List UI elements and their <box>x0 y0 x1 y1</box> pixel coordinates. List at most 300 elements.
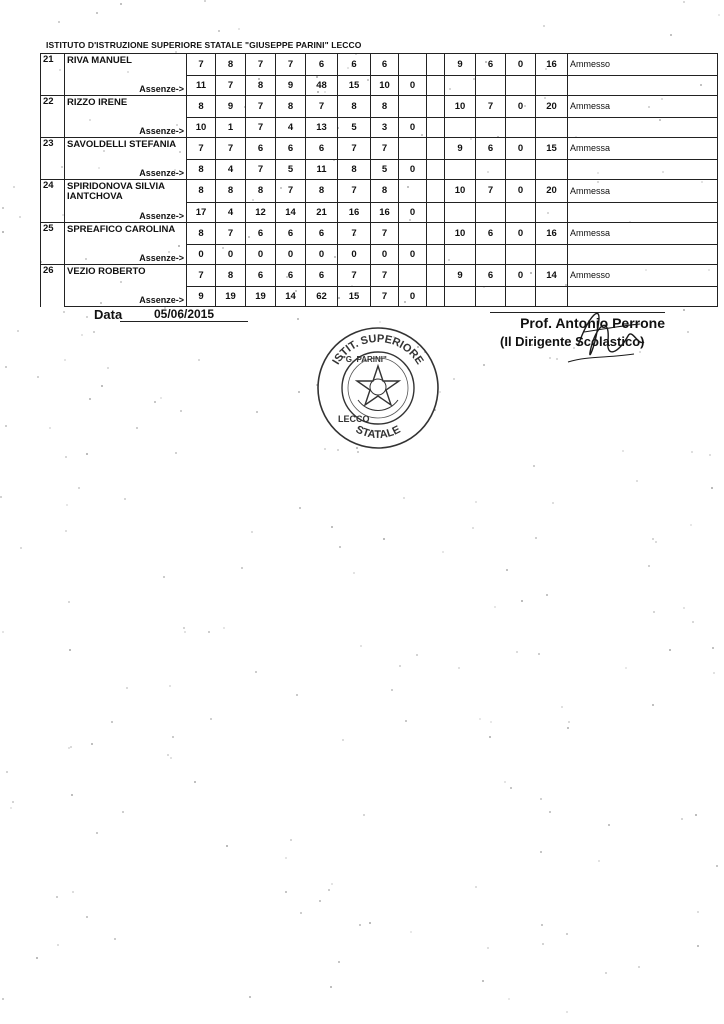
scan-speck <box>93 331 95 333</box>
grade-cell: 7 <box>371 138 399 160</box>
grade-cell: 8 <box>338 96 371 118</box>
student-name: RIZZO IRENE <box>65 96 187 118</box>
scan-speck <box>2 631 4 633</box>
absence-cell: 0 <box>246 244 276 265</box>
scan-speck <box>36 957 38 959</box>
scan-speck <box>256 411 258 413</box>
scan-speck <box>251 531 253 533</box>
scan-speck <box>691 451 693 453</box>
score-cell: 0 <box>506 265 536 287</box>
scan-speck <box>709 454 711 456</box>
student-row <box>41 265 718 287</box>
scan-speck <box>692 621 694 623</box>
student-number: 23 <box>41 138 65 160</box>
scan-speck <box>2 207 4 209</box>
grade-cell: 6 <box>276 265 306 287</box>
scan-speck <box>598 860 600 862</box>
seal-text-left: "G. PARINI" <box>342 355 387 364</box>
scan-speck <box>541 924 543 926</box>
scan-speck <box>10 807 12 809</box>
scan-speck <box>6 771 8 773</box>
empty-outcome-cell <box>568 75 718 96</box>
grade-cell: 6 <box>306 223 338 245</box>
outcome-cell: Ammessa <box>568 138 718 160</box>
empty-cell <box>536 117 568 138</box>
scan-speck <box>475 886 477 888</box>
student-row <box>41 138 718 160</box>
absence-cell: 16 <box>338 202 371 223</box>
scan-speck <box>681 818 683 820</box>
spacer-cell <box>427 159 445 180</box>
scan-speck <box>540 851 542 853</box>
empty-outcome-cell <box>568 159 718 180</box>
scan-speck <box>204 0 206 2</box>
grade-cell: 8 <box>187 96 216 118</box>
empty-cell <box>476 159 506 180</box>
scan-speck <box>549 811 551 813</box>
spacer-cell <box>427 202 445 223</box>
absence-cell: 5 <box>371 159 399 180</box>
scan-speck <box>506 569 508 571</box>
grade-cell <box>399 96 427 118</box>
scan-speck <box>670 34 672 36</box>
absence-cell: 0 <box>276 244 306 265</box>
absences-row <box>41 117 718 138</box>
grade-cell: 6 <box>246 265 276 287</box>
absence-cell: 12 <box>246 202 276 223</box>
absences-label: Assenze-> <box>65 117 187 138</box>
scan-speck <box>13 186 15 188</box>
absences-label: Assenze-> <box>65 75 187 96</box>
score-cell: 10 <box>445 96 476 118</box>
empty-outcome-cell <box>568 117 718 138</box>
scan-speck <box>328 889 330 891</box>
absence-cell: 0 <box>187 244 216 265</box>
empty-cell <box>506 117 536 138</box>
absence-cell: 15 <box>338 75 371 96</box>
absence-cell: 7 <box>246 117 276 138</box>
scan-speck <box>126 687 128 689</box>
student-name: SPIRIDONOVA SILVIA IANTCHOVA <box>65 180 187 203</box>
scan-speck <box>482 980 484 982</box>
scan-speck <box>70 746 72 748</box>
score-cell: 6 <box>476 223 506 245</box>
grades-table <box>40 53 718 307</box>
grade-cell: 8 <box>246 180 276 203</box>
grade-cell: 7 <box>187 265 216 287</box>
scan-speck <box>68 601 70 603</box>
outcome-cell: Ammesso <box>568 265 718 287</box>
number-spacer <box>41 159 65 180</box>
scan-speck <box>652 538 654 540</box>
score-cell: 0 <box>506 96 536 118</box>
scan-speck <box>96 12 98 14</box>
absence-cell: 4 <box>216 202 246 223</box>
absences-label: Assenze-> <box>65 244 187 265</box>
student-name: VEZIO ROBERTO <box>65 265 187 287</box>
absence-cell: 0 <box>371 244 399 265</box>
score-cell: 0 <box>506 54 536 76</box>
student-name: RIVA MANUEL <box>65 54 187 76</box>
empty-cell <box>445 117 476 138</box>
absence-cell: 3 <box>371 117 399 138</box>
scan-speck <box>625 667 627 669</box>
absence-cell: 8 <box>338 159 371 180</box>
score-cell: 6 <box>476 265 506 287</box>
grade-cell: 6 <box>276 138 306 160</box>
grade-cell: 6 <box>338 54 371 76</box>
scan-speck <box>697 945 699 947</box>
scan-speck <box>391 689 393 691</box>
grade-cell: 7 <box>246 96 276 118</box>
score-cell: 10 <box>445 223 476 245</box>
absences-label: Assenze-> <box>65 286 187 307</box>
empty-cell <box>506 286 536 307</box>
absence-cell: 62 <box>306 286 338 307</box>
scan-speck <box>479 718 481 720</box>
scan-speck <box>208 631 210 633</box>
absence-cell: 0 <box>399 244 427 265</box>
scan-speck <box>17 330 19 332</box>
spacer-cell <box>427 244 445 265</box>
absence-cell: 4 <box>276 117 306 138</box>
scan-speck <box>65 456 67 458</box>
date-value: 05/06/2015 <box>120 307 248 322</box>
student-row <box>41 223 718 245</box>
grade-cell: 7 <box>187 54 216 76</box>
scan-speck <box>136 427 138 429</box>
score-cell: 16 <box>536 54 568 76</box>
scan-speck <box>403 497 405 499</box>
absence-cell: 0 <box>399 117 427 138</box>
score-cell: 0 <box>506 138 536 160</box>
grade-cell: 6 <box>276 223 306 245</box>
scan-speck <box>20 547 22 549</box>
absence-cell: 19 <box>216 286 246 307</box>
scan-speck <box>5 366 7 368</box>
grade-cell: 6 <box>246 138 276 160</box>
scan-speck <box>238 28 240 30</box>
scan-speck <box>566 933 568 935</box>
scan-speck <box>184 631 186 633</box>
spacer-cell <box>427 286 445 307</box>
grade-cell: 7 <box>338 138 371 160</box>
scan-speck <box>543 25 545 27</box>
grade-cell <box>399 180 427 203</box>
absence-cell: 13 <box>306 117 338 138</box>
grade-cell: 8 <box>371 180 399 203</box>
scan-speck <box>552 502 554 504</box>
empty-cell <box>476 75 506 96</box>
scan-speck <box>521 600 523 602</box>
scan-speck <box>713 672 715 674</box>
scan-speck <box>101 385 103 387</box>
scan-speck <box>198 359 200 361</box>
student-number: 22 <box>41 96 65 118</box>
scan-speck <box>342 739 344 741</box>
scan-speck <box>690 524 692 526</box>
scan-speck <box>636 480 638 482</box>
number-spacer <box>41 244 65 265</box>
scan-speck <box>508 998 510 1000</box>
scan-speck <box>489 736 491 738</box>
scan-speck <box>175 452 177 454</box>
grade-cell: 6 <box>306 54 338 76</box>
absence-cell: 15 <box>338 286 371 307</box>
scan-speck <box>453 378 455 380</box>
scan-speck <box>296 694 298 696</box>
scan-speck <box>12 801 14 803</box>
absence-cell: 48 <box>306 75 338 96</box>
scan-speck <box>49 427 51 429</box>
scan-speck <box>297 318 299 320</box>
absence-cell: 8 <box>187 159 216 180</box>
spacer-cell <box>427 75 445 96</box>
empty-cell <box>536 159 568 180</box>
grade-cell: 8 <box>371 96 399 118</box>
absences-label: Assenze-> <box>65 202 187 223</box>
empty-cell <box>476 117 506 138</box>
scan-speck <box>249 996 251 998</box>
scan-speck <box>170 757 172 759</box>
grade-cell: 9 <box>216 96 246 118</box>
seal-text-top: ISTIT. SUPERIORE <box>330 332 426 367</box>
grade-cell: 8 <box>216 265 246 287</box>
absence-cell: 4 <box>216 159 246 180</box>
scan-speck <box>183 627 185 629</box>
scan-speck <box>566 1011 568 1013</box>
scan-speck <box>107 367 109 369</box>
grade-cell: 8 <box>187 223 216 245</box>
signatory-role: (Il Dirigente Scolastico) <box>500 334 645 349</box>
scan-speck <box>160 397 162 399</box>
absence-cell: 11 <box>187 75 216 96</box>
scan-speck <box>163 576 165 578</box>
scan-speck <box>510 787 512 789</box>
scan-speck <box>86 316 88 318</box>
scan-speck <box>180 410 182 412</box>
scan-speck <box>64 359 66 361</box>
scan-speck <box>56 896 58 898</box>
scan-speck <box>300 912 302 914</box>
seal-text-bottom: STATALE <box>353 423 403 442</box>
official-seal <box>312 322 444 454</box>
grade-cell <box>399 265 427 287</box>
spacer-cell <box>427 54 445 76</box>
empty-cell <box>476 202 506 223</box>
institute-title: ISTITUTO D'ISTRUZIONE SUPERIORE STATALE "GIUSEPPE PARINI" LECCO <box>46 40 362 50</box>
absence-cell: 17 <box>187 202 216 223</box>
scan-speck <box>122 811 124 813</box>
scan-speck <box>339 546 341 548</box>
absence-cell: 0 <box>399 202 427 223</box>
scan-speck <box>353 572 355 574</box>
scan-speck <box>285 891 287 893</box>
scan-speck <box>331 883 333 885</box>
scan-speck <box>2 998 4 1000</box>
scan-speck <box>299 507 301 509</box>
absence-cell: 0 <box>338 244 371 265</box>
scan-speck <box>622 450 624 452</box>
score-cell: 15 <box>536 138 568 160</box>
score-cell: 0 <box>506 180 536 203</box>
scan-speck <box>416 654 418 656</box>
scan-speck <box>96 832 98 834</box>
spacer-cell <box>427 265 445 287</box>
scan-speck <box>608 824 610 826</box>
scan-speck <box>71 794 73 796</box>
grade-cell: 7 <box>216 138 246 160</box>
scan-speck <box>533 465 535 467</box>
scan-speck <box>546 594 548 596</box>
absence-cell: 0 <box>399 159 427 180</box>
scan-speck <box>218 30 220 32</box>
student-row <box>41 180 718 203</box>
empty-cell <box>445 202 476 223</box>
scan-speck <box>255 671 257 673</box>
score-cell: 9 <box>445 265 476 287</box>
grade-cell: 6 <box>306 138 338 160</box>
scan-speck <box>475 501 477 503</box>
absences-row <box>41 244 718 265</box>
scan-speck <box>442 551 444 553</box>
scan-speck <box>330 986 332 988</box>
scan-speck <box>19 216 21 218</box>
absence-cell: 0 <box>216 244 246 265</box>
number-spacer <box>41 286 65 307</box>
absences-label: Assenze-> <box>65 159 187 180</box>
scan-speck <box>369 922 371 924</box>
absences-row <box>41 202 718 223</box>
spacer-cell <box>427 223 445 245</box>
grade-cell <box>399 223 427 245</box>
scan-speck <box>535 537 537 539</box>
number-spacer <box>41 117 65 138</box>
empty-cell <box>506 75 536 96</box>
outcome-cell: Ammesso <box>568 54 718 76</box>
scan-speck <box>298 391 300 393</box>
outcome-cell: Ammessa <box>568 96 718 118</box>
scan-speck <box>360 645 362 647</box>
absence-cell: 0 <box>399 286 427 307</box>
scan-speck <box>111 721 113 723</box>
scan-speck <box>69 649 71 651</box>
scan-speck <box>683 607 685 609</box>
empty-cell <box>445 159 476 180</box>
outcome-cell: Ammessa <box>568 223 718 245</box>
absence-cell: 21 <box>306 202 338 223</box>
scan-speck <box>223 627 225 629</box>
absence-cell: 5 <box>276 159 306 180</box>
scan-speck <box>648 565 650 567</box>
score-cell: 7 <box>476 96 506 118</box>
absence-cell: 0 <box>399 75 427 96</box>
scan-speck <box>363 814 365 816</box>
absence-cell: 7 <box>371 286 399 307</box>
absence-cell: 10 <box>371 75 399 96</box>
scan-speck <box>683 1 685 3</box>
number-spacer <box>41 202 65 223</box>
scan-speck <box>290 839 292 841</box>
empty-cell <box>476 286 506 307</box>
score-cell: 6 <box>476 138 506 160</box>
scan-speck <box>716 865 718 867</box>
score-cell: 9 <box>445 138 476 160</box>
score-cell: 6 <box>476 54 506 76</box>
scan-speck <box>58 21 60 23</box>
scan-speck <box>718 14 720 16</box>
grade-cell: 8 <box>216 180 246 203</box>
student-number: 26 <box>41 265 65 287</box>
scan-speck <box>669 649 671 651</box>
scan-speck <box>605 972 607 974</box>
empty-cell <box>536 202 568 223</box>
absence-cell: 7 <box>216 75 246 96</box>
scan-speck <box>483 364 485 366</box>
grade-cell: 6 <box>306 265 338 287</box>
grade-cell: 7 <box>246 54 276 76</box>
empty-cell <box>506 159 536 180</box>
scan-speck <box>194 781 196 783</box>
scan-speck <box>652 704 654 706</box>
grade-cell: 7 <box>216 223 246 245</box>
scan-speck <box>226 845 228 847</box>
scan-speck <box>383 538 385 540</box>
scan-speck <box>359 924 361 926</box>
empty-outcome-cell <box>568 244 718 265</box>
scan-speck <box>86 916 88 918</box>
scan-speck <box>285 857 287 859</box>
empty-cell <box>445 244 476 265</box>
handwritten-signature <box>548 296 668 376</box>
scan-speck <box>172 736 174 738</box>
grade-cell: 8 <box>216 54 246 76</box>
empty-cell <box>476 244 506 265</box>
number-spacer <box>41 75 65 96</box>
scan-speck <box>405 720 407 722</box>
scan-speck <box>655 541 657 543</box>
absences-row <box>41 75 718 96</box>
scan-speck <box>72 891 74 893</box>
scan-speck <box>241 567 243 569</box>
absence-cell: 11 <box>306 159 338 180</box>
grade-cell <box>399 138 427 160</box>
grade-cell: 7 <box>306 96 338 118</box>
score-cell: 20 <box>536 180 568 203</box>
student-number: 24 <box>41 180 65 203</box>
student-number: 21 <box>41 54 65 76</box>
scan-speck <box>516 651 518 653</box>
grade-cell: 7 <box>187 138 216 160</box>
absences-row <box>41 159 718 180</box>
student-name: SPREAFICO CAROLINA <box>65 223 187 245</box>
scan-speck <box>697 911 699 913</box>
grade-cell: 8 <box>187 180 216 203</box>
student-row <box>41 54 718 76</box>
scan-speck <box>167 754 169 756</box>
scan-speck <box>114 938 116 940</box>
score-cell: 7 <box>476 180 506 203</box>
scan-speck <box>338 961 340 963</box>
empty-cell <box>506 202 536 223</box>
grade-cell <box>399 54 427 76</box>
grade-cell: 7 <box>276 180 306 203</box>
scan-speck <box>65 530 67 532</box>
grade-cell: 7 <box>338 223 371 245</box>
scan-speck <box>210 718 212 720</box>
score-cell: 16 <box>536 223 568 245</box>
empty-cell <box>536 75 568 96</box>
